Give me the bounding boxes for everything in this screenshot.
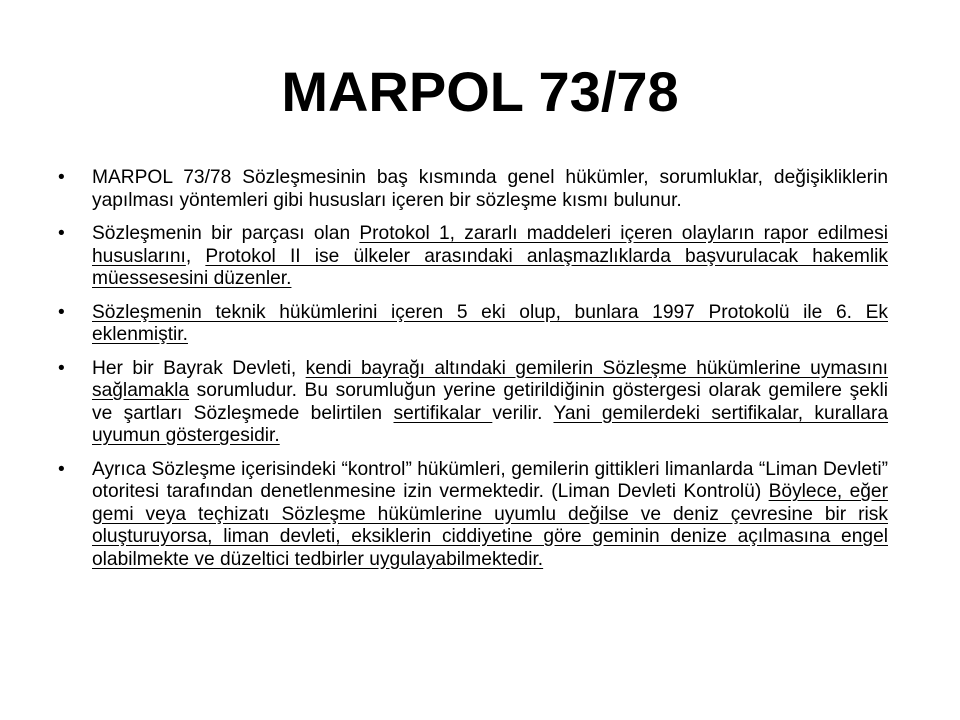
text-segment: , (185, 245, 206, 267)
text-segment: Her bir Bayrak Devleti, (92, 357, 306, 379)
text-segment: MARPOL 73/78 Sözleşmesinin baş kısmında genel hükümler, sorumluklar, değişikliklerin yapılması yöntemleri gibi hususları içeren bir sözleşme kısmı bulunur. (92, 167, 888, 211)
bullet-item-4 (58, 358, 888, 448)
text-segment: Sözleşmenin bir parçası olan (92, 223, 360, 244)
bullet-text (92, 358, 888, 447)
bullet-dot-icon: • (58, 458, 65, 480)
text-segment: verilir. (492, 402, 554, 424)
bullet-text (92, 302, 888, 346)
text-segment: Ayrıca Sözleşme içerisindeki “kontrol” hükümleri, gemilerin gittikleri limanlarda “Liman Devleti” otoritesi tarafından denetlenmesine izin vermektedir. (Liman Devleti Kontrolü) (92, 458, 888, 502)
bullet-dot-icon: • (58, 167, 65, 188)
bullet-dot-icon: • (58, 301, 65, 323)
bullet-dot-icon: • (58, 357, 65, 379)
underlined-segment: kendi bayrağı altındaki gemilerin Sözleşme hükümlerine uymasını sağlamakla (92, 357, 889, 401)
bullet-item-3 (58, 302, 888, 347)
underlined-segment: Protokol 1, zararlı maddeleri içeren olayların rapor edilmesi hususlarını (92, 223, 888, 267)
bullet-dot-icon: • (58, 223, 65, 244)
bullet-text (92, 167, 888, 211)
underlined-segment: Sözleşmenin teknik hükümlerini içeren 5 eki olup, bunlara 1997 Protokolü ile 6. Ek eklenmiştir. (92, 301, 888, 345)
text-segment: sorumludur. Bu sorumluğun yerine getirildiğinin göstergesi olarak gemilere şekli ve şartları Sözleşmede belirtilen (92, 380, 888, 424)
bullet-item-1 (58, 167, 888, 212)
underlined-segment: sertifikalar (393, 402, 493, 424)
underlined-segment: Yani gemilerdeki sertifikalar, kurallara uyumun göstergesidir. (92, 402, 889, 446)
bullet-text (92, 459, 888, 570)
bullet-item-5 (58, 459, 888, 572)
bullet-item-2 (58, 223, 888, 291)
bullet-list (58, 167, 888, 582)
underlined-segment: Protokol II ise ülkeler arasındaki anlaşmazlıklarda başvurulacak hakemlik müessesesini düzenler. (92, 245, 888, 289)
bullet-text (92, 223, 888, 289)
underlined-segment: Böylece, eğer gemi veya teçhizatı Sözleşme hükümlerine uyumlu değilse ve deniz çevresine bir risk oluşturuyorsa, liman devleti, eksiklerin ciddiyetine göre geminin denize açılmasına engel olabilmekte ve düzeltici tedbirler uygulayabilmektedir. (92, 481, 888, 570)
slide-title: MARPOL 73/78 (281, 60, 679, 123)
